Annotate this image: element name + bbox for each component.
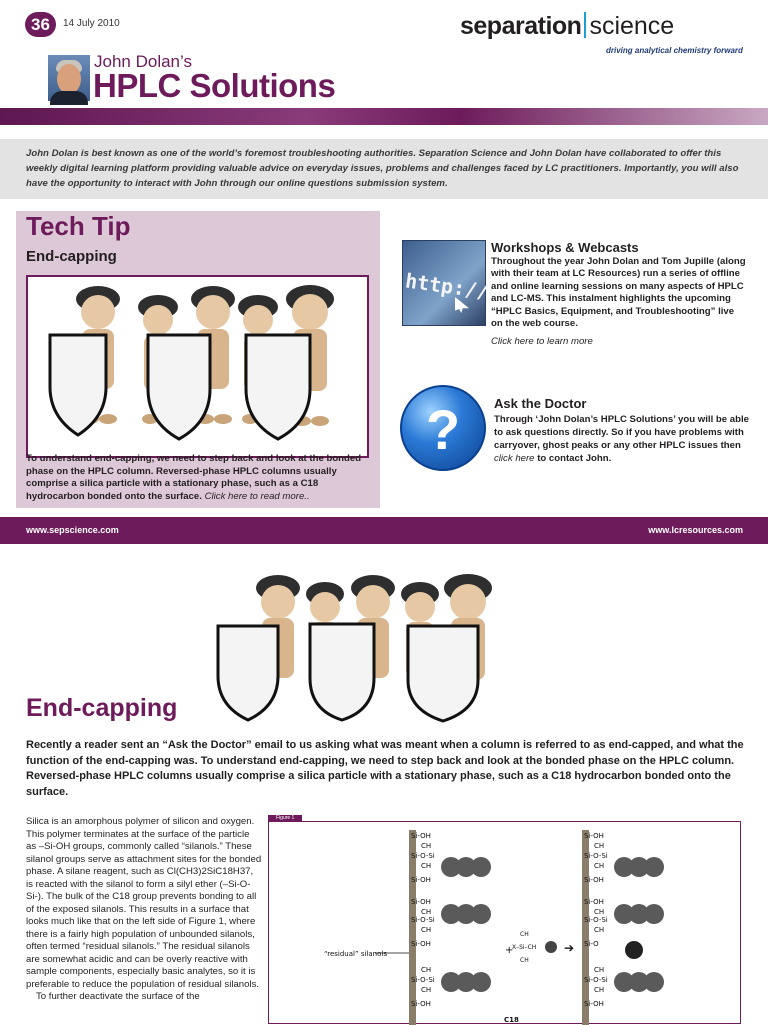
figure-group-label: CH [421, 842, 432, 850]
figure-group-label: Si-O-Si [411, 916, 435, 924]
separation-science-logo[interactable] [460, 12, 750, 64]
shields [50, 335, 310, 439]
contact-john-link[interactable]: click here [494, 453, 535, 464]
figure-group-label: CH [594, 908, 605, 916]
figure-group-label: CH [421, 986, 432, 994]
tech-tip-subheading: End-capping [26, 248, 117, 265]
lcresources-link[interactable]: www.lcresources.com [648, 525, 743, 535]
tech-tip-text [26, 453, 371, 503]
article-body-continued: To further deactivate the surface of the [36, 991, 200, 1002]
figure-group-label: CH [594, 862, 605, 870]
question-glyph: ? [425, 398, 461, 461]
figure-group-label: CH [594, 986, 605, 994]
figure-group-label: Si-OH [411, 832, 431, 840]
figure-tab: Figure 1 [268, 815, 302, 822]
workshops-title: Workshops & Webcasts [491, 240, 639, 255]
shield-figures-illustration [28, 277, 371, 460]
logo-secondary-text: science [589, 12, 675, 40]
tech-tip-panel [16, 211, 380, 508]
logo-tagline: driving analytical chemistry forward [606, 46, 743, 55]
article-title: End-capping [26, 694, 178, 722]
figure-group-label: Si-OH [584, 898, 604, 906]
right-c18-chains [614, 857, 664, 992]
left-group-labels [411, 832, 435, 1008]
figure-1 [268, 821, 741, 1024]
reagent-methyl [545, 941, 557, 953]
figure-group-label: CH [421, 926, 432, 934]
figure-group-label: CH [421, 908, 432, 916]
shield-figures-hero [210, 570, 510, 722]
workshops-text: Throughout the year John Dolan and Tom Jupille (along with their team at LC Resources) run a series of offline and online learning sessions on many aspects of HPLC and LC-MS. This instalment highlights the upcoming “HPLC Basics, Equipment, and Troubleshooting” live on the web course. [491, 256, 746, 330]
sepscience-link[interactable]: www.sepscience.com [26, 525, 119, 535]
figure-group-label: Si-OH [411, 1000, 431, 1008]
end-capping-diagram [269, 822, 742, 1025]
figure-group-label: Si-O-Si [584, 976, 608, 984]
figure-group-label: Si-O-Si [584, 852, 608, 860]
intro-text: John Dolan is best known as one of the world’s foremost troubleshooting authorities. Separation Science and John Dolan have collaborated to offer this weekly digital learning platform providing valuable advice on everyday issues, problems and challenges faced by LC practitioners. Importantly, you will also have the opportunity to interact with John through our online questions submission system. [26, 148, 739, 189]
figure-group-label: Si-O-Si [411, 852, 435, 860]
reagent-middle: X–Si–CH [512, 944, 537, 951]
figure-group-label: CH [594, 926, 605, 934]
figure-group-label: Si-O-Si [411, 976, 435, 984]
reagent-top: CH [520, 931, 529, 938]
ask-doctor-text [494, 413, 750, 465]
figure-group-label: CH [594, 966, 605, 974]
article-body-paragraph: Silica is an amorphous polymer of silicon and oxygen. This polymer terminates at the surface of the particle as –Si-OH groups, commonly called “silanols.” These silanol groups serve as attachment sites for the bonded phase. A silane reagent, such as Cl(CH3)2SiC18H37, is reacted with the silanol to form a silyl ether (–Si-O-Si-). The bulk of the C18 group prevents bonding to all of the exposed silanols. This results in a surface that looks much like that on the left side of Figure 1, where there is a fairly high population of unbounded silanols, often termed “residual silanols.” The residual silanols are somewhat acidic and can be overly reactive with sample components, especially basic analytes, so it is preferable to reduce the population of residual silanols. [26, 816, 262, 990]
article-lead: Recently a reader sent an “Ask the Doctor” email to us asking what was meant when a column is referred to as end-capped, and what the function of the end-capping was. To understand end-capping, we need to step back and look at the bonded phase on the HPLC column. Reversed-phase HPLC columns usually comprise a silica particle with a stationary phase, such as a C18 hydrocarbon bonded onto the surface. [26, 739, 744, 798]
http-browser-graphic: http://w [403, 268, 503, 306]
plus-sign: + [505, 945, 514, 956]
figure-group-label: Si-OH [584, 876, 604, 884]
read-more-link[interactable]: Click here to read more.. [204, 490, 310, 502]
header-divider-band [0, 108, 768, 125]
article-body [26, 816, 262, 1004]
figure-group-label: Si-OH [584, 832, 604, 840]
figure-group-label: CH [421, 966, 432, 974]
c18-label: C18 [504, 1016, 519, 1024]
figure-group-label: Si-OH [584, 1000, 604, 1008]
photo-face [57, 64, 81, 94]
intro-box [0, 139, 768, 199]
issue-date: 14 July 2010 [63, 18, 120, 29]
url-bar [0, 517, 768, 544]
workshops-image[interactable] [402, 240, 503, 326]
question-mark-icon[interactable] [400, 385, 486, 471]
figure-group-label: CH [421, 862, 432, 870]
tech-tip-body: To understand end-capping, we need to step back and look at the bonded phase on the HPLC column. Reversed-phase HPLC columns usually comprise a silica particle with a stationary phase, such as a C18 hydrocarbon bonded onto the surface. [26, 453, 362, 502]
article-hero-image [210, 570, 510, 722]
logo-divider [584, 12, 586, 38]
reaction-arrow: ➔ [564, 941, 575, 955]
tech-tip-image[interactable] [26, 275, 369, 458]
ask-doctor-body-1: Through ‘John Dolan’s HPLC Solutions’ you will be able to ask questions directly. So if you have problems with carryover, ghost peaks or any other HPLC issues then [494, 414, 749, 451]
residual-silanols-label: “residual” silanols [324, 950, 387, 958]
figure-group-label: Si-OH [411, 898, 431, 906]
reagent-bottom: CH [520, 957, 529, 964]
author-photo [48, 55, 90, 101]
ask-doctor-body-2: to contact John. [534, 453, 612, 464]
photo-shirt [50, 91, 88, 105]
ask-doctor-title: Ask the Doctor [494, 396, 587, 411]
author-name: John Dolan’s [94, 52, 192, 71]
figure-group-label: Si-OH [411, 876, 431, 884]
logo-primary-text: separation [460, 12, 582, 40]
right-group-labels [584, 832, 608, 1008]
figure-group-label: Si-OH [411, 940, 431, 948]
figure-group-label: Si-O-Si [584, 916, 608, 924]
figure-group-label: CH [594, 842, 605, 850]
figure-group-label: Si-O [584, 940, 599, 948]
series-title: HPLC Solutions [93, 67, 336, 104]
left-c18-chains [441, 857, 491, 992]
issue-number-badge: 36 [25, 12, 56, 37]
learn-more-link[interactable]: Click here to learn more [491, 336, 593, 347]
tech-tip-heading: Tech Tip [26, 211, 131, 241]
